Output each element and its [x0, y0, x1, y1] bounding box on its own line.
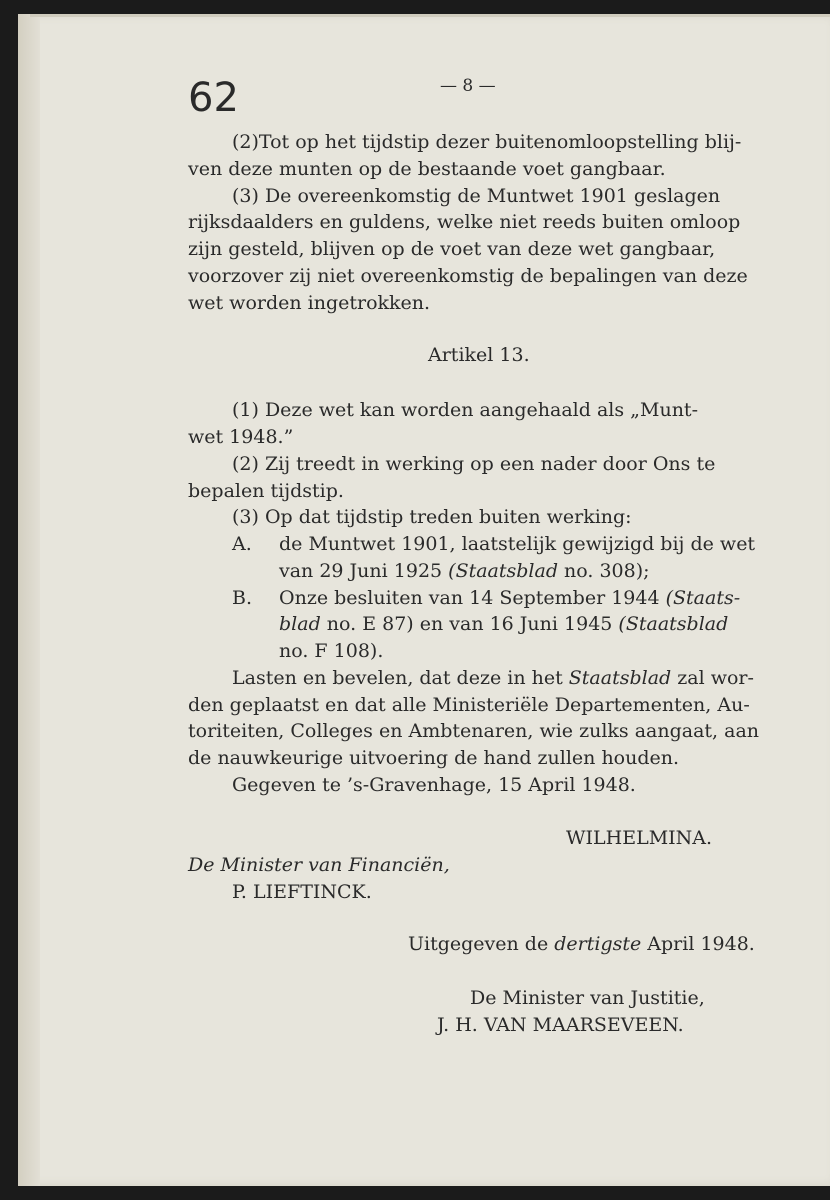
text-line	[279, 562, 650, 581]
text-line: (2)Tot op het tijdstip dezer buitenomloopstelling blij-	[232, 131, 742, 153]
text-line: (1) Deze wet kan worden aangehaald als „Munt-	[232, 399, 698, 421]
text-run: no. E 87) en van 16 Juni 1945	[320, 613, 619, 635]
text-run: van 29 Juni 1925	[279, 560, 449, 582]
minister-title: De Minister van Financiën,	[188, 854, 450, 876]
stamp-number: 62	[188, 75, 239, 121]
text-line: wet 1948.”	[188, 426, 294, 448]
text-line	[279, 589, 740, 608]
justice-minister-title: De Minister van Justitie,	[470, 987, 705, 1009]
text-line: voorzover zij niet overeenkomstig de bepalingen van deze	[188, 265, 748, 287]
text-run: Onze besluiten van 14 September 1944	[279, 587, 666, 609]
list-letter: B.	[232, 587, 253, 609]
page-top-edge	[30, 14, 830, 17]
italic-run: blad	[279, 613, 321, 635]
text-run: Lasten en bevelen, dat deze in het	[232, 667, 569, 689]
text-line: ven deze munten op de bestaande voet gangbaar.	[188, 158, 666, 180]
list-letter: A.	[232, 533, 252, 555]
text-line: (3) De overeenkomstig de Muntwet 1901 geslagen	[232, 185, 721, 207]
text-line: no. F 108).	[279, 640, 384, 662]
text-line: den geplaatst en dat alle Ministeriële Departementen, Au-	[188, 694, 750, 716]
text-run: zal wor-	[671, 667, 754, 689]
minister-name: P. LIEFTINCK.	[232, 881, 372, 903]
italic-run: (Staats-	[665, 587, 741, 609]
text-line: de nauwkeurige uitvoering de hand zullen houden.	[188, 747, 680, 769]
text-run: April 1948.	[641, 933, 755, 955]
italic-run: dertigste	[554, 933, 642, 955]
text-line: de Muntwet 1901, laatstelijk gewijzigd bij de wet	[279, 533, 756, 555]
publication-line	[408, 935, 755, 954]
monarch-signature: WILHELMINA.	[566, 827, 713, 849]
text-line: zijn gesteld, blijven op de voet van deze wet gangbaar,	[188, 238, 716, 260]
text-line: (3) Op dat tijdstip treden buiten werking:	[232, 506, 632, 528]
text-line: wet worden ingetrokken.	[188, 292, 431, 314]
text-line: rijksdaalders en guldens, welke niet reeds buiten omloop	[188, 211, 741, 233]
page-folio: — 8 —	[440, 76, 496, 96]
text-line: (2) Zij treedt in werking op een nader door Ons te	[232, 453, 716, 475]
text-run: no. 308);	[558, 560, 650, 582]
text-line	[279, 615, 728, 634]
italic-run: (Staatsblad	[448, 560, 558, 582]
italic-run: (Staatsblad	[618, 613, 729, 635]
italic-run: Staatsblad	[568, 667, 672, 689]
text-line: Gegeven te ’s-Gravenhage, 15 April 1948.	[232, 774, 636, 796]
text-line: bepalen tijdstip.	[188, 480, 344, 502]
text-run: Uitgegeven de	[408, 933, 555, 955]
page-edge-shadow	[18, 14, 40, 1186]
article-heading: Artikel 13.	[428, 344, 530, 366]
text-line	[232, 669, 754, 688]
text-line: toriteiten, Colleges en Ambtenaren, wie zulks aangaat, aan	[188, 720, 760, 742]
justice-minister-name: J. H. VAN MAARSEVEEN.	[437, 1014, 684, 1036]
